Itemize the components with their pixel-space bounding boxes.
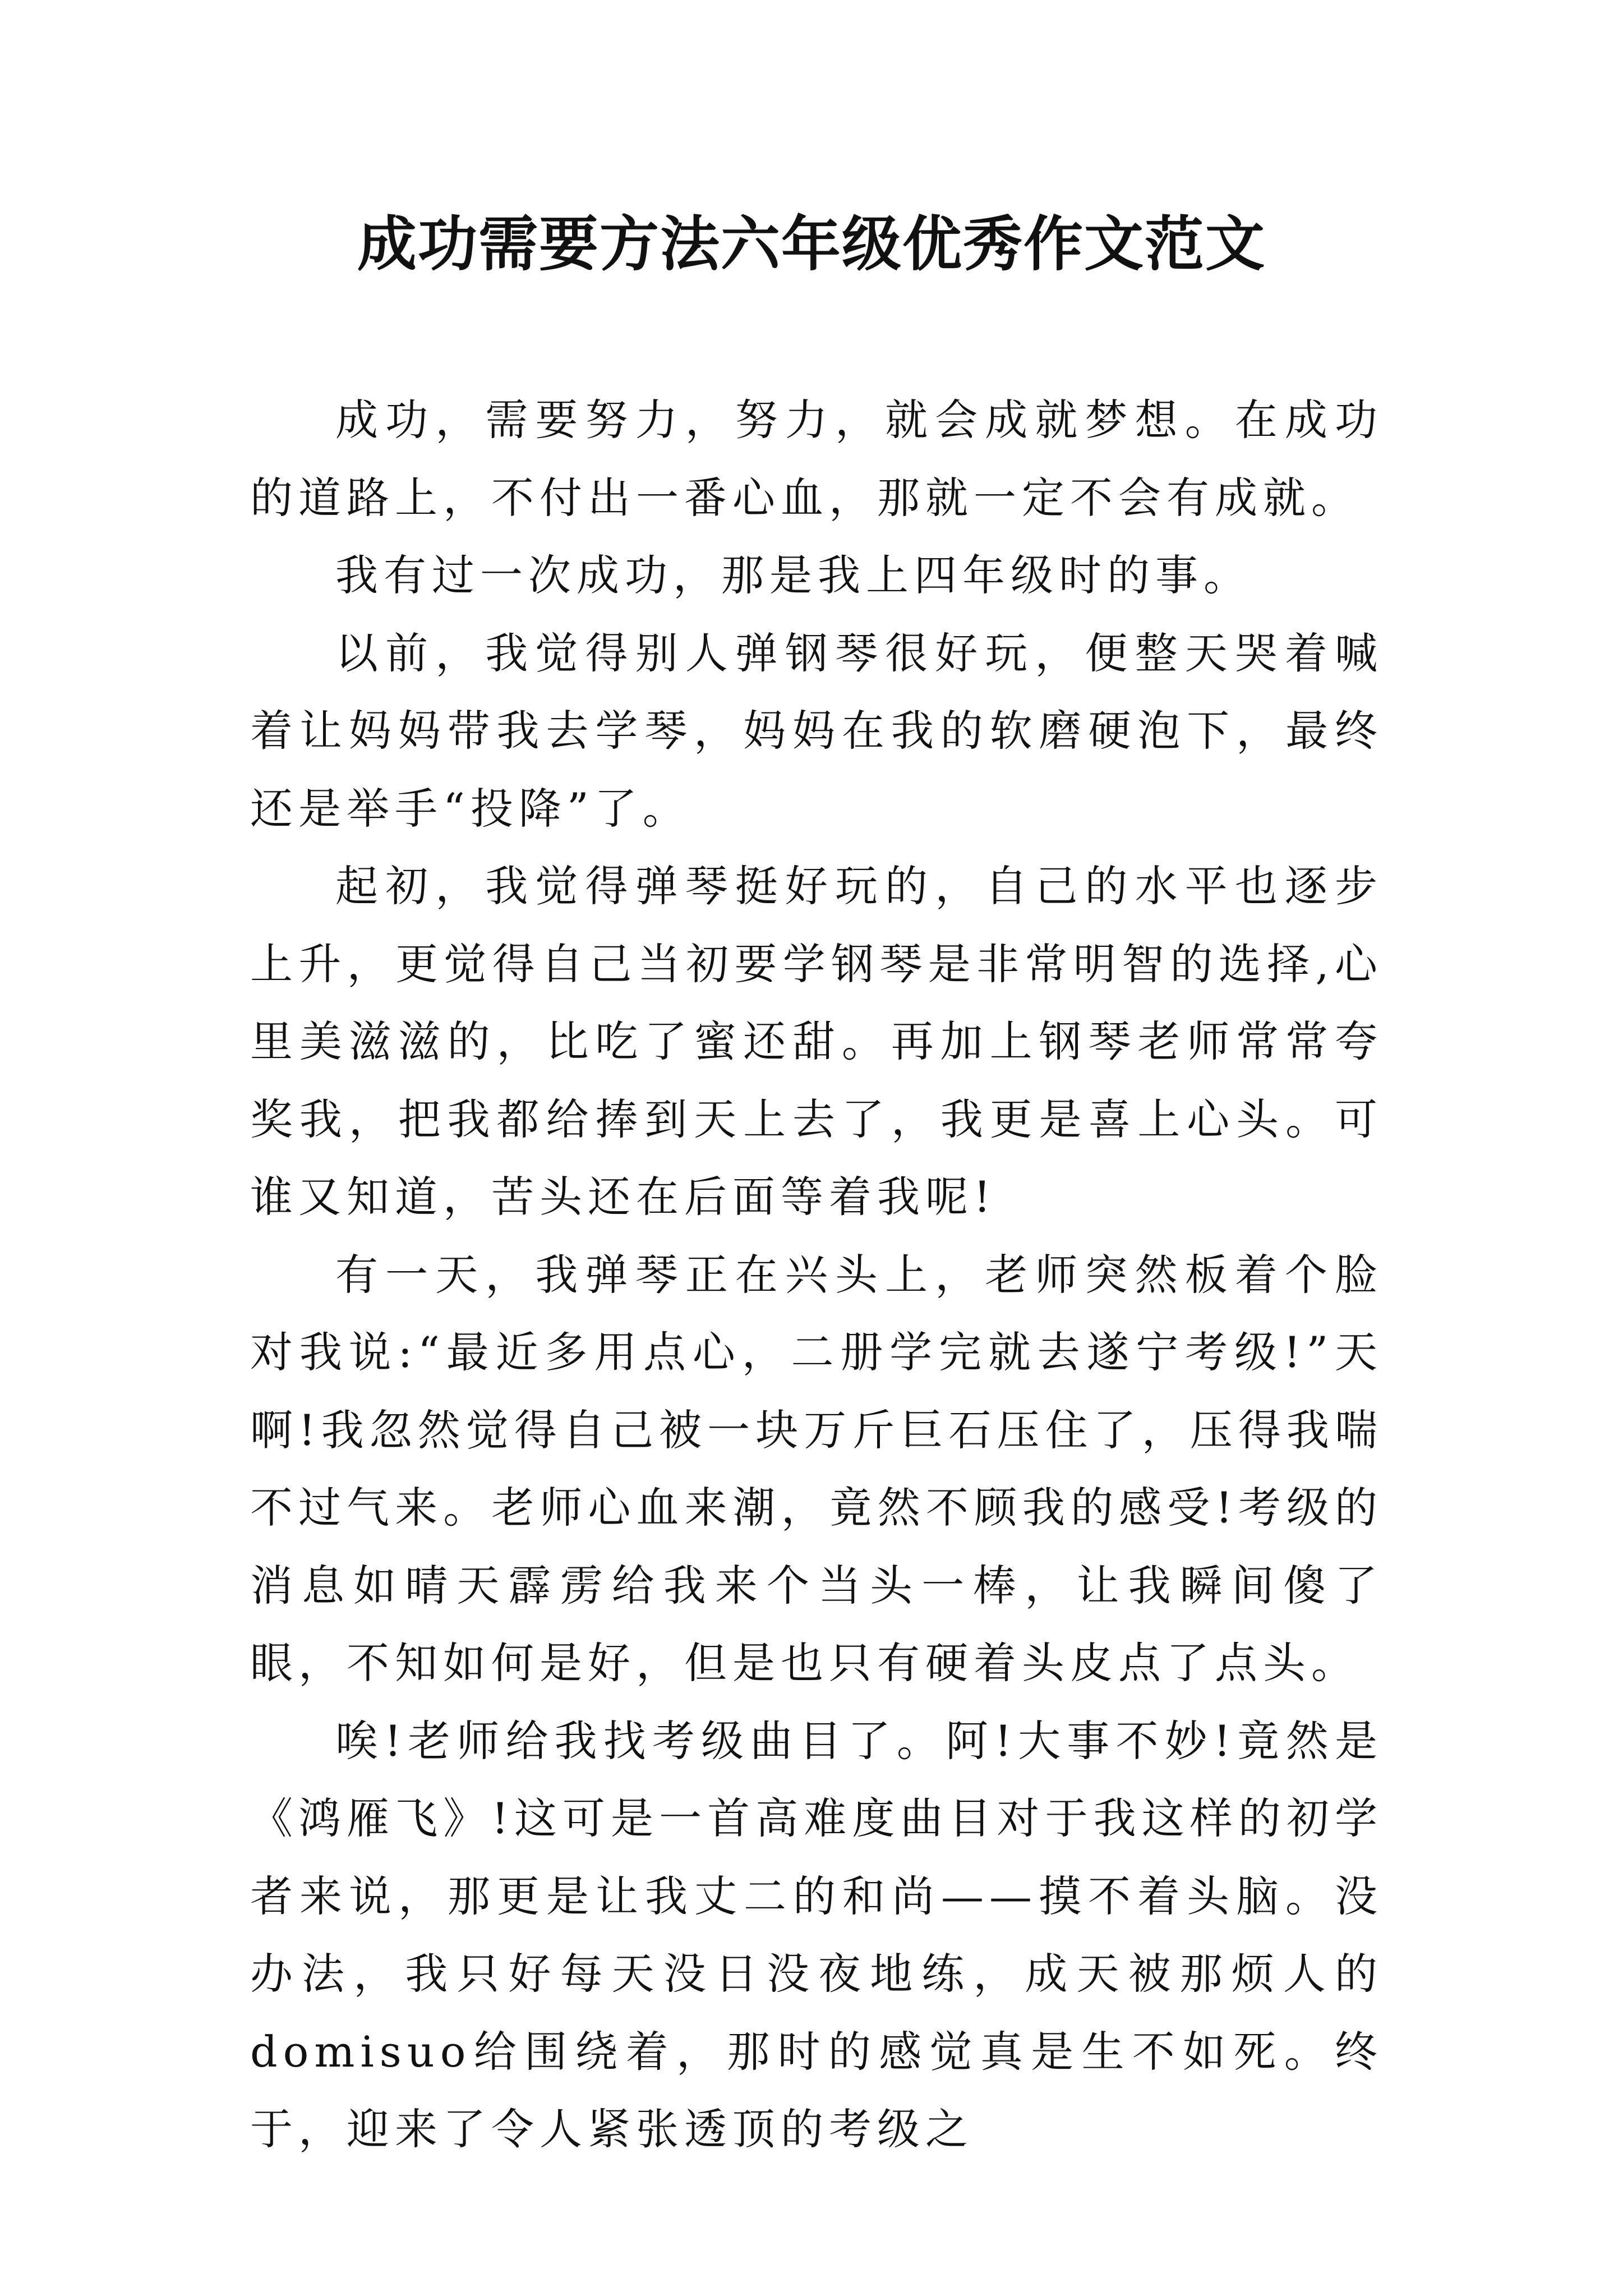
paragraph-5: 有一天，我弹琴正在兴头上，老师突然板着个脸对我说:“最近多用点心，二册学完就去遂宁考级!”天啊!我忽然觉得自己被一块万斤巨石压住了，压得我喘不过气来。老师心血来潮，竟然不顾我的感受!考级的消息如晴天霹雳给我来个当头一棒，让我瞬间傻了眼，不知如何是好，但是也只有硬着头皮点了点头。 <box>250 1249 1383 1688</box>
paragraph-6: 唉!老师给我找考级曲目了。阿!大事不妙!竟然是《鸿雁飞》!这可是一首高难度曲目对于我这样的初学者来说，那更是让我丈二的和尚——摸不着头脑。没办法，我只好每天没日没夜地练，成天被那烦人的domisuo给围绕着，那时的感觉真是生不如死。终于，迎来了令人紧张透顶的考级之 <box>250 1715 1383 2154</box>
paragraph-3: 以前，我觉得别人弹钢琴很好玩，便整天哭着喊着让妈妈带我去学琴，妈妈在我的软磨硬泡下，最终还是举手“投降”了。 <box>250 628 1383 834</box>
document-body <box>250 381 1383 2169</box>
paragraph-1: 成功，需要努力，努力，就会成就梦想。在成功的道路上，不付出一番心血，那就一定不会有成就。 <box>250 395 1383 523</box>
document-title: 成功需要方法六年级优秀作文范文 <box>357 209 1266 279</box>
paragraph-4: 起初，我觉得弹琴挺好玩的，自己的水平也逐步上升，更觉得自己当初要学钢琴是非常明智的选择,心里美滋滋的，比吃了蜜还甜。再加上钢琴老师常常夸奖我，把我都给捧到天上去了，我更是喜上心头。可谁又知道，苦头还在后面等着我呢! <box>250 861 1383 1222</box>
paragraph-2: 我有过一次成功，那是我上四年级时的事。 <box>335 550 1252 600</box>
